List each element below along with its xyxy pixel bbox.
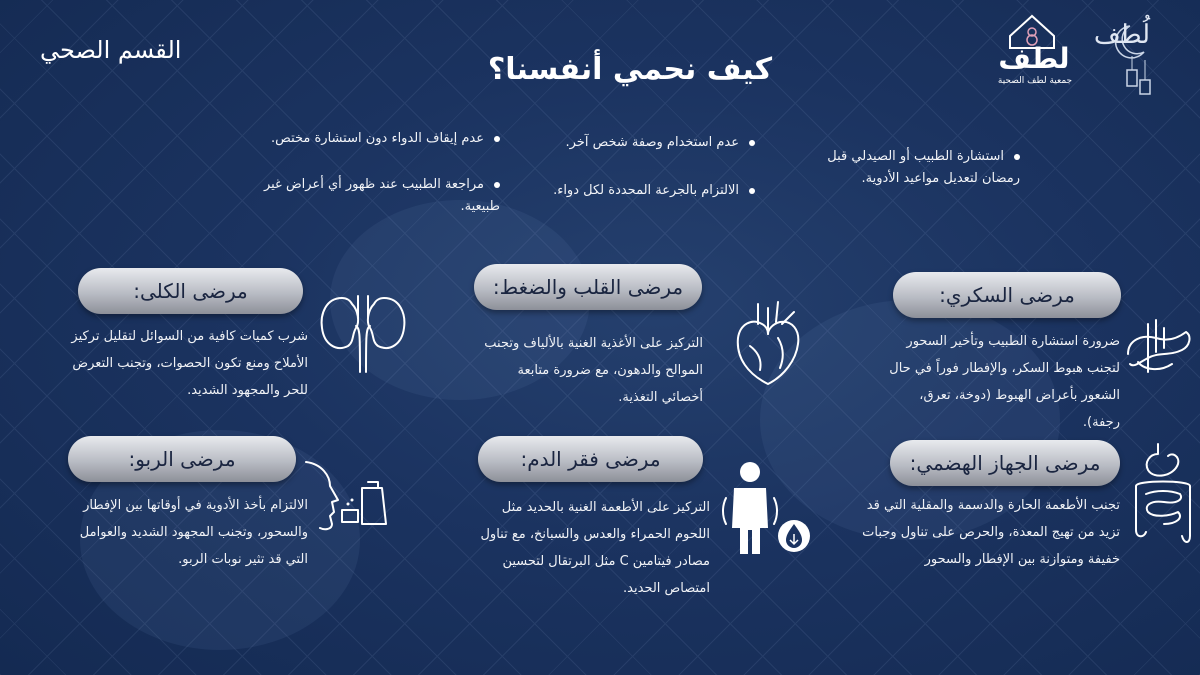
condition-text-diabetes: ضرورة استشارة الطبيب وتأخير السحور لتجنب هبوط السكر، والإفطار فوراً في حال الشعور بأعراض الهبوط (دوخة، تعرق، رجفة). — [889, 334, 1120, 430]
condition-title-anemia: مرضى فقر الدم: — [478, 436, 703, 482]
tip-text: عدم إيقاف الدواء دون استشارة مختص. — [271, 131, 484, 146]
logo-subtitle: جمعية لطف الصحية — [997, 76, 1073, 86]
tip-item — [505, 132, 755, 154]
pancreas-icon — [1120, 312, 1195, 387]
bullet-dot — [749, 188, 755, 194]
tip-item — [225, 174, 500, 218]
anemia-person-icon — [722, 458, 812, 556]
condition-text-asthma: الالتزام بأخذ الأدوية في أوقاتها بين الإفطار والسحور، وتجنب المجهود الشديد والعوامل التي قد تثير نوبات الربو. — [79, 498, 308, 567]
condition-title-heart: مرضى القلب والضغط: — [474, 264, 702, 310]
tip-item — [795, 146, 1020, 190]
tip-text: الالتزام بالجرعة المحددة لكل دواء. — [553, 183, 739, 198]
section-title: القسم الصحي — [40, 36, 182, 64]
condition-title-diabetes: مرضى السكري: — [893, 272, 1121, 318]
page-title: كيف نحمي أنفسنا؟ — [487, 52, 773, 87]
tip-item — [505, 180, 755, 202]
tip-text: عدم استخدام وصفة شخص آخر. — [565, 135, 739, 150]
bullet-dot — [749, 140, 755, 146]
condition-text-anemia: التركيز على الأطعمة الغنية بالحديد مثل اللحوم الحمراء والعدس والسبانخ، مع تناول مصادر فيتامين C مثل البرتقال لتحسين امتصاص الحديد. — [480, 500, 710, 596]
bullet-dot — [1014, 154, 1020, 160]
bullet-dot — [494, 182, 500, 188]
tip-text: استشارة الطبيب أو الصيدلي قبل رمضان لتعديل مواعيد الأدوية. — [827, 149, 1020, 186]
brand-logo — [980, 8, 1155, 108]
condition-title-kidney: مرضى الكلى: — [78, 268, 303, 314]
tip-item — [225, 128, 500, 150]
heart-icon — [728, 298, 808, 390]
condition-title-asthma: مرضى الربو: — [68, 436, 296, 482]
logo-text: لطف — [998, 42, 1070, 75]
bullet-dot — [494, 136, 500, 142]
condition-title-digestive: مرضى الجهاز الهضمي: — [890, 440, 1120, 486]
condition-text-digestive: تجنب الأطعمة الحارة والدسمة والمقلية التي قد تزيد من تهيج المعدة، والحرص على تناول وجبات خفيفة ومتوازنة بين الإفطار والسحور — [862, 498, 1120, 567]
brand-script: لُطف — [1093, 20, 1151, 50]
kidneys-icon — [318, 292, 408, 376]
condition-text-kidney: شرب كميات كافية من السوائل لتقليل تركيز الأملاح ومنع تكون الحصوات، وتجنب التعرض للحر والمجهود الشديد. — [71, 329, 308, 398]
tip-text: مراجعة الطبيب عند ظهور أي أعراض غير طبيعية. — [263, 177, 500, 214]
condition-text-heart: التركيز على الأغذية الغنية بالألياف وتجنب الموالح والدهون، مع ضرورة متابعة أخصائي التغذية. — [484, 336, 703, 405]
intestines-icon — [1128, 440, 1198, 550]
inhaler-icon — [302, 458, 394, 538]
